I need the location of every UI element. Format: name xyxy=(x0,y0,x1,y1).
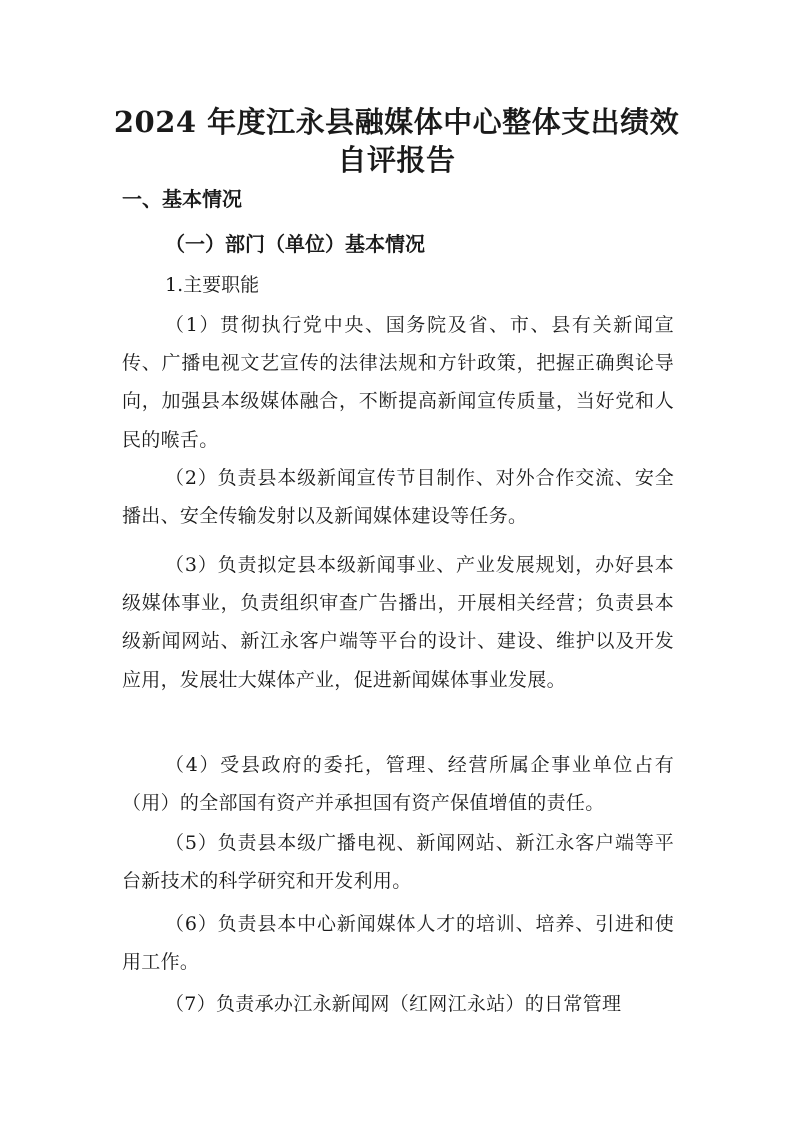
paragraph: （6）负责县本中心新闻媒体人才的培训、培养、引进和使用工作。 xyxy=(122,913,674,974)
paragraph: （5）负责县本级广播电视、新闻网站、新江永客户端等平台新技术的科学研究和开发利用。 xyxy=(122,832,674,893)
paragraph: （4）受县政府的委托，管理、经营所属企事业单位占有（用）的全部国有资产并承担国有资产保值增值的责任。 xyxy=(122,754,674,815)
subsection-heading: （一）部门（单位）基本情况 xyxy=(165,232,425,256)
page-title-line-2: 自评报告 xyxy=(337,143,456,177)
section-heading: 一、基本情况 xyxy=(122,187,242,211)
page-title-line-1: 2024 年度江永县融媒体中心整体支出绩效 xyxy=(113,105,680,139)
paragraph: （2）负责县本级新闻宣传节目制作、对外合作交流、安全播出、安全传输发射以及新闻媒体建设等任务。 xyxy=(122,467,674,528)
item-heading: 1.主要职能 xyxy=(165,274,260,296)
paragraph: （3）负责拟定县本级新闻事业、产业发展规划，办好县本级媒体事业，负责组织审查广告播出，开展相关经营；负责县本级新闻网站、新江永客户端等平台的设计、建设、维护以及开发应用，发展壮大媒体产业，促进新闻媒体事业发展。 xyxy=(122,554,674,691)
paragraph: （7）负责承办江永新闻网（红网江永站）的日常管理 xyxy=(165,993,622,1015)
paragraph: （1）贯彻执行党中央、国务院及省、市、县有关新闻宣传、广播电视文艺宣传的法律法规和方针政策，把握正确舆论导向，加强县本级媒体融合，不断提高新闻宣传质量，当好党和人民的喉舌。 xyxy=(122,314,674,451)
